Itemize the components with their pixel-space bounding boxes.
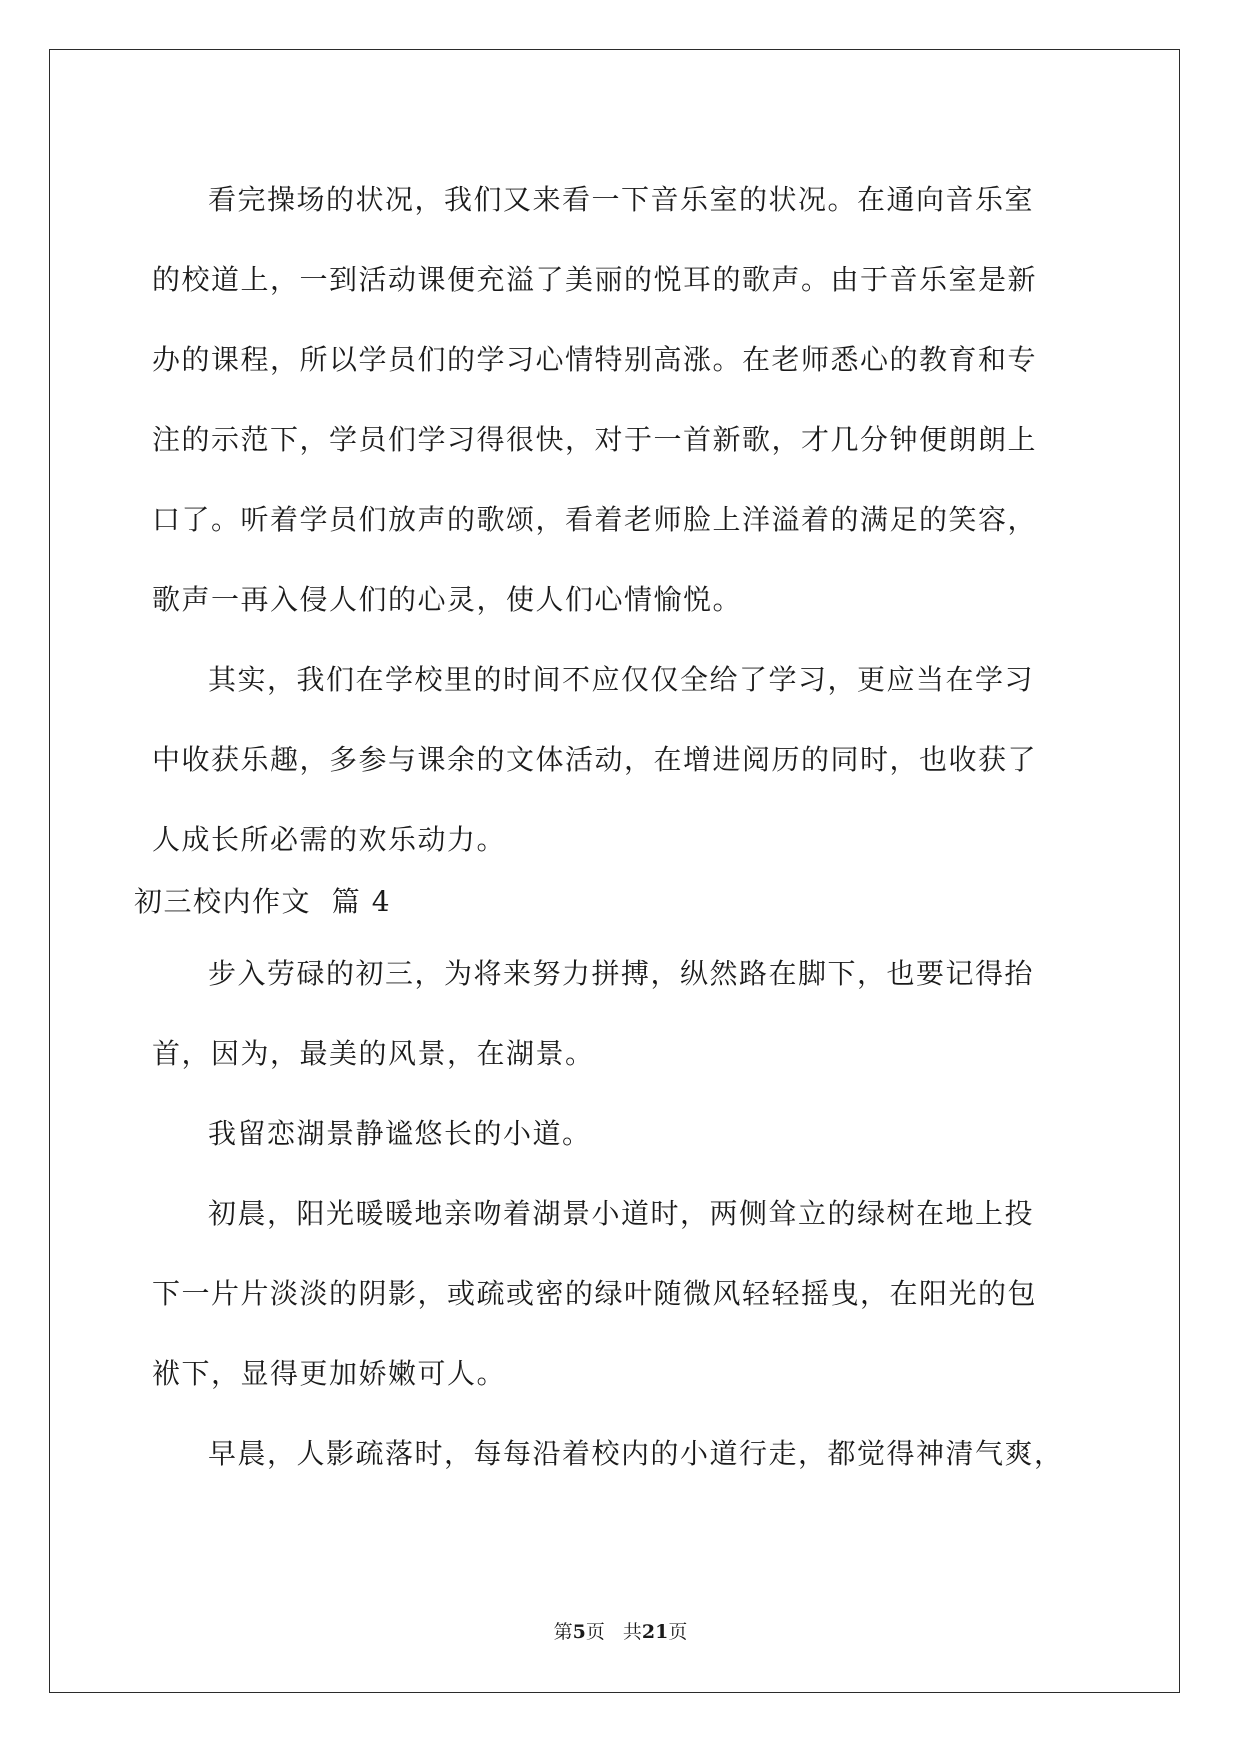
text-line: 人成长所必需的欢乐动力。 xyxy=(152,823,507,856)
total-prefix: 共 xyxy=(622,1621,642,1643)
paragraph-morning-light xyxy=(152,1174,1082,1414)
page-footer xyxy=(0,1617,1241,1644)
text-line: 口了。听着学员们放声的歌颂，看着老师脸上洋溢着的满足的笑容， xyxy=(152,503,1038,536)
text-line: 中收获乐趣，多参与课余的文体活动，在增进阅历的同时，也收获了 xyxy=(152,743,1038,776)
text-line: 其实，我们在学校里的时间不应仅仅全给了学习，更应当在学习 xyxy=(208,663,1035,696)
total-suffix: 页 xyxy=(668,1621,688,1643)
paragraph-path xyxy=(152,1094,1082,1174)
page-current: 5 xyxy=(572,1621,586,1643)
paragraph-music-room xyxy=(152,160,1082,640)
text-line: 首，因为，最美的风景，在湖景。 xyxy=(152,1037,595,1070)
text-line: 我留恋湖景静谧悠长的小道。 xyxy=(208,1117,592,1150)
page-prefix: 第 xyxy=(553,1621,573,1643)
document-body xyxy=(134,160,1082,1494)
text-line: 办的课程，所以学员们的学习心情特别高涨。在老师悉心的教育和专 xyxy=(152,343,1038,376)
text-line: 注的示范下，学员们学习得很快，对于一首新歌，才几分钟便朗朗上 xyxy=(152,423,1038,456)
page-suffix: 页 xyxy=(585,1621,605,1643)
paragraph-early-morning xyxy=(152,1414,1082,1494)
text-line: 的校道上，一到活动课便充溢了美丽的悦耳的歌声。由于音乐室是新 xyxy=(152,263,1038,296)
text-line: 早晨，人影疏落时，每每沿着校内的小道行走，都觉得神清气爽， xyxy=(208,1437,1064,1470)
paragraph-intro xyxy=(152,934,1082,1094)
paragraph-conclusion xyxy=(152,640,1082,880)
section-heading: 初三校内作文 篇 4 xyxy=(134,885,392,918)
page-total: 21 xyxy=(641,1621,669,1643)
text-line: 歌声一再入侵人们的心灵，使人们心情愉悦。 xyxy=(152,583,743,616)
text-line: 袱下，显得更加娇嫩可人。 xyxy=(152,1357,507,1390)
text-line: 步入劳碌的初三，为将来努力拼搏，纵然路在脚下，也要记得抬 xyxy=(208,957,1035,990)
text-line: 下一片片淡淡的阴影，或疏或密的绿叶随微风轻轻摇曳，在阳光的包 xyxy=(152,1277,1038,1310)
text-line: 看完操场的状况，我们又来看一下音乐室的状况。在通向音乐室 xyxy=(208,183,1035,216)
text-line: 初晨，阳光暖暖地亲吻着湖景小道时，两侧耸立的绿树在地上投 xyxy=(208,1197,1035,1230)
